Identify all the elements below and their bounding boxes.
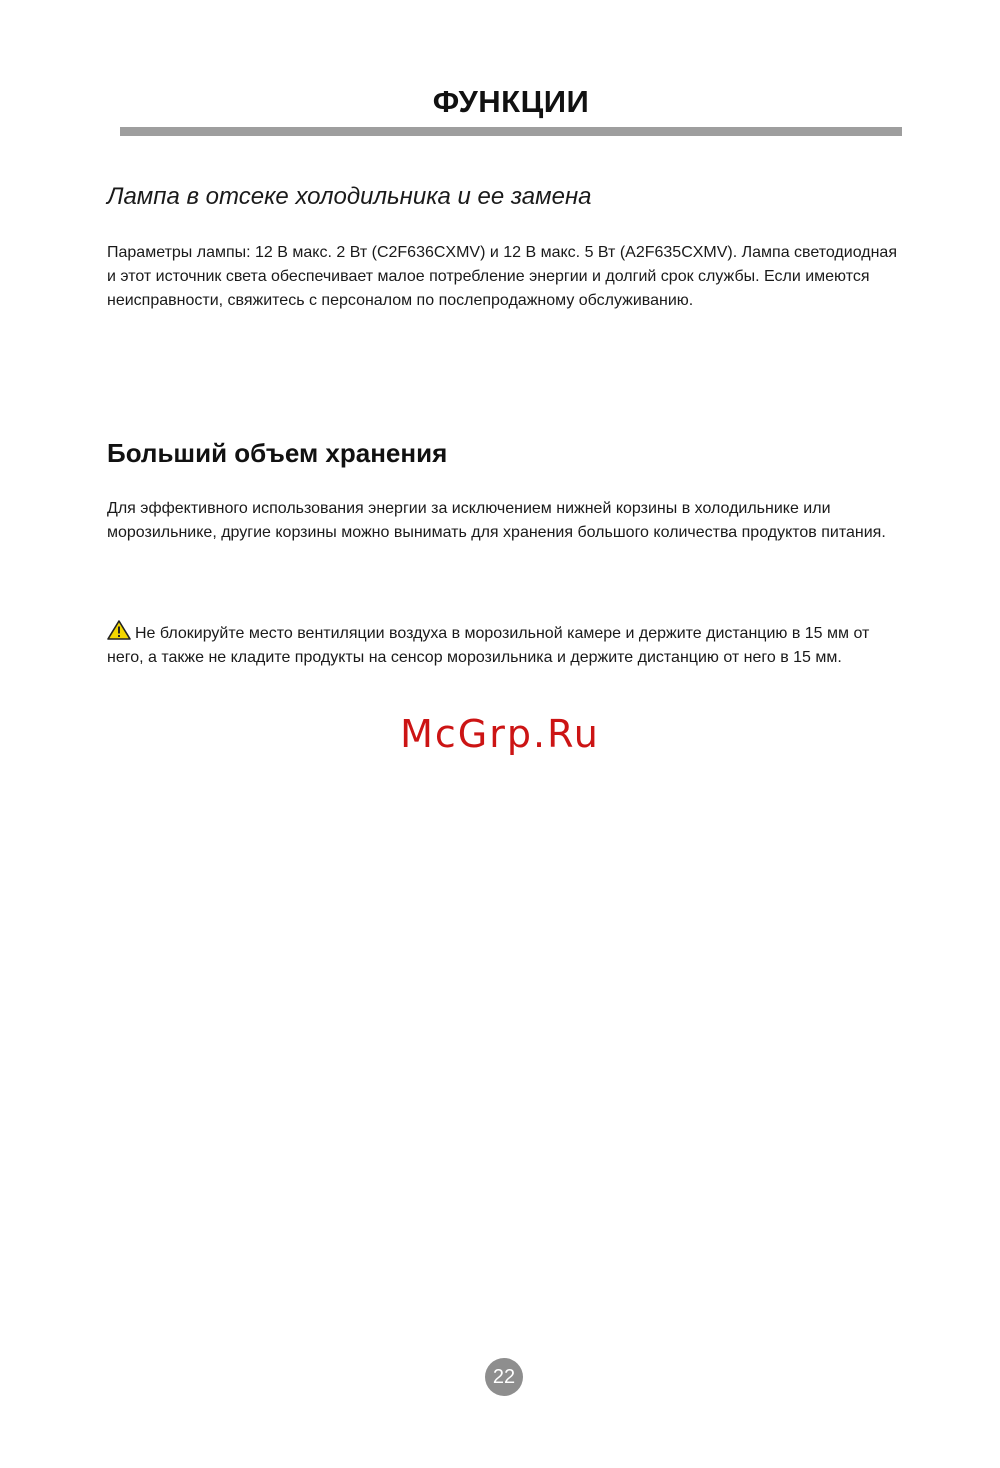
watermark: McGrp.Ru [400,712,600,756]
warning-text: Не блокируйте место вентиляции воздуха в морозильной камере и держите дистанцию в 15 мм от него, а также не кладите продукты на сенсор морозильника и держите дистанцию от него в 15 мм. [107,625,870,666]
storage-section-heading: Больший объем хранения [107,438,448,468]
title-divider [120,127,902,136]
lamp-section-paragraph: Параметры лампы: 12 В макс. 2 Вт (C2F636CXMV) и 12 В макс. 5 Вт (A2F635CXMV). Лампа светодиодная и этот источник света обеспечивает малое потребление энергии и долгий срок службы. Если имеются неисправности, свяжитесь с персоналом по послепродажному обслуживанию. [107,244,897,309]
lamp-section-heading: Лампа в отсеке холодильника и ее замена [107,183,592,210]
page-title: ФУНКЦИИ [432,84,590,119]
warning-triangle-icon [107,620,131,640]
storage-section-paragraph: Для эффективного использования энергии за исключением нижней корзины в холодильнике или морозильнике, другие корзины можно вынимать для хранения большого количества продуктов питания. [107,500,886,541]
page-number-badge: 22 [485,1358,523,1396]
warning-note [107,620,897,670]
